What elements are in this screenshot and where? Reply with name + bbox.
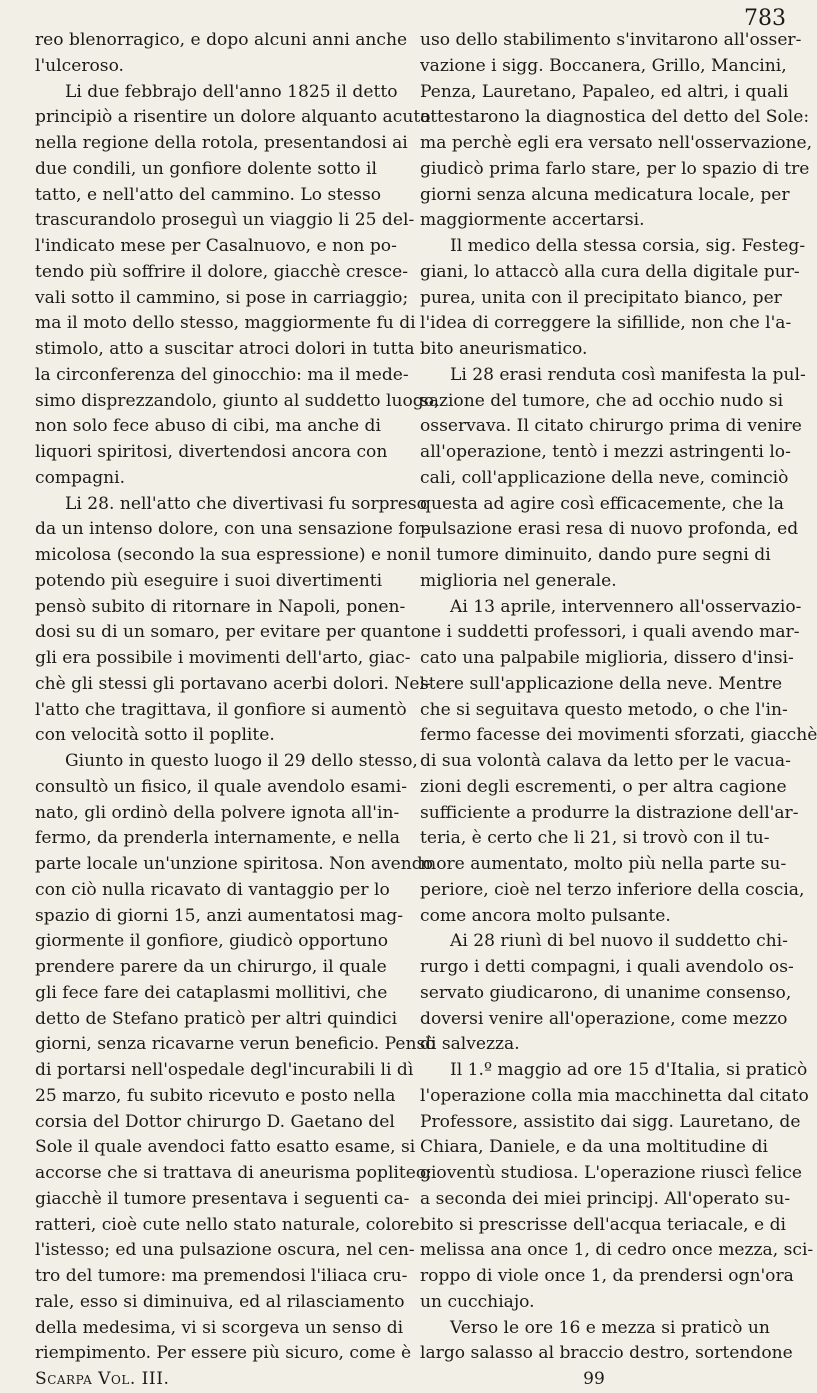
right-column-line: che si seguitava questo metodo, o che l'in- (420, 699, 788, 720)
right-column-line: giudicò prima farlo stare, per lo spazio di tre (420, 158, 810, 179)
left-column-line: compagni. (35, 467, 126, 488)
left-column-line: detto de Stefano praticò per altri quindici (35, 1008, 398, 1029)
right-column-line: il tumore diminuito, dando pure segni di (420, 545, 771, 565)
right-column-line: periore, cioè nel terzo inferiore della coscia, (420, 879, 805, 900)
left-column-line: l'atto che tragittava, il gonfiore si aumentò (35, 699, 407, 720)
right-column-line: zioni degli escrementi, o per altra cagione (420, 776, 787, 797)
right-column-line: Professore, assistito dai sigg. Lauretano, de (420, 1111, 801, 1132)
right-column-line: Penza, Lauretano, Papaleo, ed altri, i quali (420, 81, 789, 102)
right-column-line: miglioria nel generale. (420, 570, 617, 591)
left-column-line: tatto, e nell'atto del cammino. Lo stesso (35, 184, 382, 205)
left-column-line: dosi su di un somaro, per evitare per quanto (35, 622, 421, 643)
left-column-line: stimolo, atto a suscitar atroci dolori in tutta (35, 339, 415, 359)
right-column-line: largo salasso al braccio destro, sortendone (420, 1343, 793, 1364)
right-column-line: vazione i sigg. Boccanera, Grillo, Mancini, (420, 55, 787, 76)
left-column-line: nella regione della rotola, presentandosi ai (35, 133, 408, 153)
right-column-line: a seconda dei miei principj. All'operato su- (420, 1188, 791, 1209)
left-text-column (35, 28, 440, 1393)
left-column-line: 25 marzo, fu subito ricevuto e posto nella (35, 1085, 396, 1106)
left-column-line: Li 28. nell'atto che divertivasi fu sorpreso (65, 493, 427, 514)
right-column-line: giorni senza alcuna medicatura locale, per (420, 184, 790, 205)
left-column-line: di portarsi nell'ospedale degl'incurabili li dì (35, 1060, 414, 1080)
right-column-line: gioventù studiosa. L'operazione riuscì felice (420, 1163, 803, 1183)
right-column-line: maggiormente accertarsi. (420, 210, 645, 231)
printer-signature: Scarpa Vol. III. (35, 1369, 170, 1389)
right-column-line: ma perchè egli era versato nell'osservazione, (420, 133, 813, 153)
left-column-line: riempimento. Per essere più sicuro, come è (35, 1343, 412, 1364)
left-column-line: non solo fece abuso di cibi, ma anche di (35, 416, 381, 437)
right-column-line: questa ad agire così efficacemente, che la (420, 493, 784, 514)
right-column-line: Verso le ore 16 e mezza si praticò un (450, 1317, 770, 1338)
left-column-line: rale, esso si diminuiva, ed al rilasciamento (35, 1291, 405, 1312)
left-column-line: gli fece fare dei cataplasmi mollitivi, che (35, 982, 388, 1003)
left-column-line: reo blenorragico, e dopo alcuni anni anche (35, 30, 408, 50)
right-column-line: bito si prescrisse dell'acqua teriacale, e di (420, 1214, 787, 1235)
left-column-line: l'ulceroso. (35, 55, 124, 76)
right-column-line: roppo di viole once 1, da prendersi ogn'ora (420, 1266, 794, 1286)
left-column-line: pensò subito di ritornare in Napoli, ponen- (35, 596, 406, 617)
right-column-line: giani, lo attaccò alla cura della digitale pur- (420, 261, 800, 282)
right-column-line: servato giudicarono, di unanime consenso, (420, 982, 792, 1003)
left-column-line: accorse che si trattava di aneurisma popliteo; (35, 1163, 432, 1183)
left-column-line: trascurandolo proseguì un viaggio li 25 del- (35, 210, 415, 231)
right-column-line: fermo facesse dei movimenti sforzati, giacchè (420, 725, 817, 746)
right-column-line: rurgo i detti compagni, i quali avendolo os- (420, 957, 794, 977)
left-column-line: con ciò nulla ricavato di vantaggio per lo (35, 879, 390, 900)
left-column-line: della medesima, vi si scorgeva un senso di (35, 1317, 404, 1338)
right-column-line: ne i suddetti professori, i quali avendo mar- (420, 622, 800, 643)
left-column-line: micolosa (secondo la sua espressione) e non (35, 545, 419, 565)
left-column-line: principiò a risentire un dolore alquanto acuto (35, 107, 431, 128)
right-column-line: come ancora molto pulsante. (420, 905, 671, 926)
left-column-line: fermo, da prenderla internamente, e nella (35, 828, 400, 849)
right-column-line: Ai 13 aprile, intervennero all'osservazio- (450, 596, 802, 617)
sheet-number: 99 (583, 1369, 605, 1389)
right-column-line: uso dello stabilimento s'invitarono all'osser- (420, 30, 802, 50)
left-column-line: l'indicato mese per Casalnuovo, e non po- (35, 236, 397, 256)
left-column-line: la circonferenza del ginocchio: ma il mede- (35, 364, 409, 385)
right-column-line: melissa ana once 1, di cedro once mezza, sci- (420, 1240, 814, 1261)
right-column-line: l'idea di correggere la sifillide, non che l'a- (420, 313, 792, 334)
right-column-line: Chiara, Daniele, e da una moltitudine di (420, 1137, 768, 1158)
right-column-line: Il medico della stessa corsia, sig. Festeg- (450, 236, 806, 256)
left-column-line: due condili, un gonfiore dolente sotto il (35, 158, 377, 179)
left-column-line: prendere parere da un chirurgo, il quale (35, 957, 387, 977)
page-number: 783 (744, 6, 786, 31)
right-column-line: osservava. Il citato chirurgo prima di venire (420, 416, 802, 437)
left-column-line: Sole il quale avendoci fatto esatto esame, si (35, 1137, 416, 1158)
right-column-line: more aumentato, molto più nella parte su- (420, 854, 787, 874)
right-column-line: Ai 28 riunì di bel nuovo il suddetto chi- (450, 931, 788, 952)
left-column-line: potendo più eseguire i suoi divertimenti (35, 570, 383, 591)
left-column-line: con velocità sotto il poplite. (35, 725, 275, 746)
left-column-line: Giunto in questo luogo il 29 dello stesso, (65, 751, 418, 771)
left-column-line: giacchè il tumore presentava i seguenti ca- (35, 1188, 410, 1209)
left-column-line: giorni, senza ricavarne verun beneficio. Pensò (35, 1034, 436, 1055)
right-column-line: all'operazione, tentò i mezzi astringenti lo- (420, 442, 791, 462)
right-column-line: l'operazione colla mia macchinetta dal citato (420, 1085, 809, 1106)
right-column-line: stere sull'applicazione della neve. Mentre (420, 673, 783, 694)
left-column-line: liquori spiritosi, divertendosi ancora con (35, 442, 388, 462)
left-column-line: da un intenso dolore, con una sensazione for- (35, 519, 429, 540)
left-column-line: consultò un fisico, il quale avendolo esami- (35, 776, 407, 797)
left-column-line: parte locale un'unzione spiritosa. Non avendo (35, 854, 434, 874)
left-column-line: vali sotto il cammino, si pose in carriaggio; (35, 287, 409, 308)
left-column-line: nato, gli ordinò della polvere ignota all'in- (35, 802, 400, 823)
left-column-line: ratteri, cioè cute nello stato naturale, colore (35, 1214, 420, 1235)
right-column-line: purea, unita con il precipitato bianco, per (420, 287, 782, 308)
left-column-line: gli era possibile i movimenti dell'arto, giac- (35, 648, 411, 668)
left-column-line: tendo più soffrire il dolore, giacchè cresce- (35, 261, 408, 282)
right-column-line: doversi venire all'operazione, come mezzo (420, 1008, 788, 1029)
right-column-line: attestarono la diagnostica del detto del Sole: (420, 107, 810, 128)
left-column-line: ma il moto dello stesso, maggiormente fu di (35, 313, 416, 334)
right-column-line: Il 1.º maggio ad ore 15 d'Italia, si praticò (450, 1060, 808, 1080)
left-column-line: giormente il gonfiore, giudicò opportuno (35, 931, 389, 952)
right-column-line: Li 28 erasi renduta così manifesta la pul- (450, 364, 806, 385)
left-column-line: corsia del Dottor chirurgo D. Gaetano del (35, 1111, 395, 1132)
right-column-line: sufficiente a produrre la distrazione dell'ar- (420, 802, 799, 823)
right-column-line: teria, è certo che li 21, si trovò con il tu- (420, 828, 770, 849)
left-column-line: chè gli stessi gli portavano acerbi dolori. Nel- (35, 673, 431, 694)
right-column-line: di salvezza. (420, 1034, 520, 1055)
left-column-line: simo disprezzandolo, giunto al suddetto luogo, (35, 390, 440, 411)
right-column-line: un cucchiajo. (420, 1291, 535, 1312)
right-column-line: cato una palpabile miglioria, dissero d'insi- (420, 648, 794, 668)
right-column-line: bito aneurismatico. (420, 339, 588, 359)
right-column-line: cali, coll'applicazione della neve, cominciò (420, 467, 789, 488)
right-column-line: pulsazione erasi resa di nuovo profonda, ed (420, 519, 799, 540)
right-column-line: sazione del tumore, che ad occhio nudo si (420, 390, 784, 411)
left-column-line: spazio di giorni 15, anzi aumentatosi mag- (35, 905, 403, 926)
right-column-line: di sua volontà calava da letto per le vacua- (420, 751, 791, 771)
right-text-column (420, 28, 817, 1393)
left-column-line: tro del tumore: ma premendosi l'iliaca cru- (35, 1266, 408, 1286)
left-column-line: Li due febbrajo dell'anno 1825 il detto (65, 81, 398, 102)
left-column-line: l'istesso; ed una pulsazione oscura, nel cen- (35, 1240, 415, 1261)
